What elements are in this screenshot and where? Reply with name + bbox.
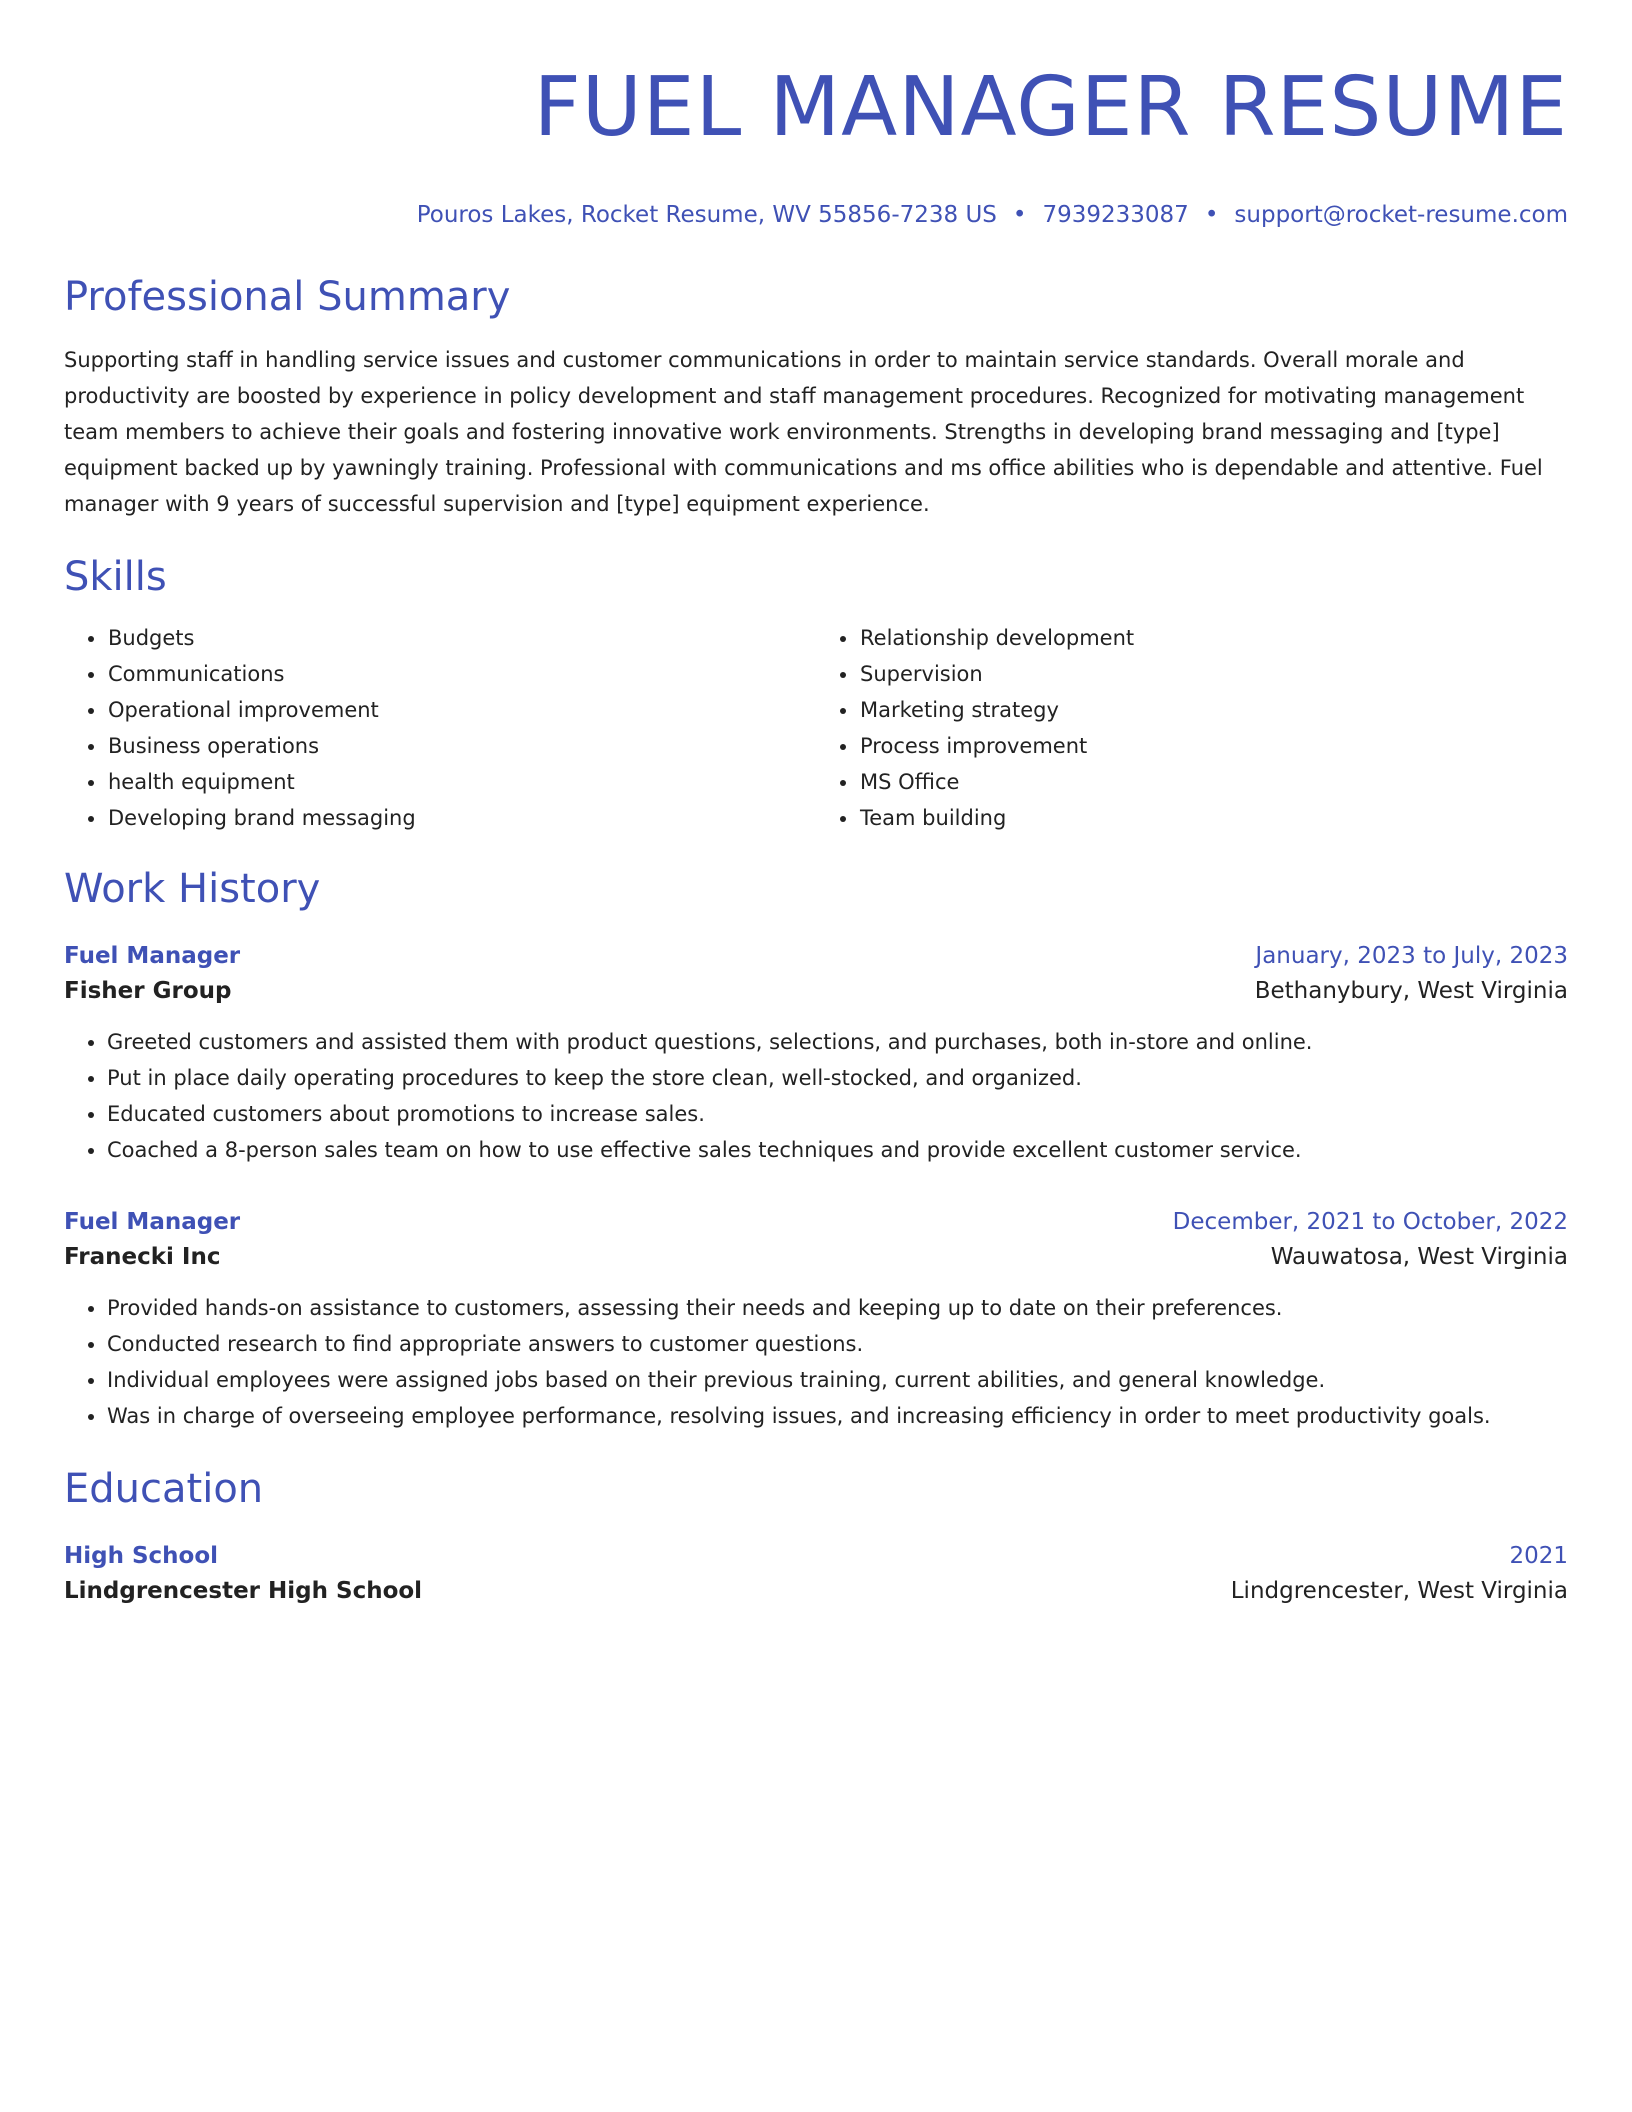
job-location: Bethanybury, West Virginia [1254, 978, 1568, 1004]
skill-item: • Process improvement [859, 728, 1568, 764]
job-title: Fuel Manager [64, 943, 241, 969]
education-year: 2021 [1509, 1543, 1568, 1569]
skill-item: • health equipment [107, 764, 816, 800]
job-dates: December, 2021 to October, 2022 [1172, 1209, 1568, 1235]
job-location: Wauwatosa, West Virginia [1270, 1244, 1568, 1270]
skill-item: • Budgets [107, 620, 816, 656]
job-bullet: • Coached a 8-person sales team on how to use effective sales techniques and provide excellent customer service. [107, 1132, 1568, 1168]
job-company: Franecki Inc [64, 1244, 221, 1270]
skill-item: • Marketing strategy [859, 692, 1568, 728]
skills-column-right [816, 620, 1568, 836]
job-bullet: • Provided hands-on assistance to customers, assessing their needs and keeping up to date on their preferences. [107, 1290, 1568, 1326]
resume-title: FUEL MANAGER RESUME [533, 60, 1568, 155]
skills-heading: Skills [64, 554, 167, 600]
job-bullet: • Greeted customers and assisted them with product questions, selections, and purchases, both in-store and online. [107, 1024, 1568, 1060]
work-history-heading: Work History [64, 866, 321, 912]
job-company-row [64, 972, 1568, 1010]
job-company: Fisher Group [64, 978, 232, 1004]
contact-separator: • [1012, 202, 1027, 228]
skill-item: • Team building [859, 800, 1568, 836]
education-location: Lindgrencester, West Virginia [1230, 1578, 1568, 1604]
summary-text: Supporting staff in handling service issues and customer communications in order to maintain service standards. Overall morale and productivity are boosted by experience in policy development and staff management procedures. Recognized for motivating management team members to achieve their goals and fostering innovative work environments. Strengths in developing brand messaging and [type] equipment backed up by yawningly training. Professional with communications and ms office abilities who is dependable and attentive. Fuel manager with 9 years of successful supervision and [type] equipment experience. [64, 348, 1543, 516]
job-bullet: • Individual employees were assigned jobs based on their previous training, current abilities, and general knowledge. [107, 1362, 1568, 1398]
contact-address: Pouros Lakes, Rocket Resume, WV 55856-7238 US [416, 202, 997, 228]
contact-email: support@rocket-resume.com [1234, 202, 1568, 228]
skill-item: • Operational improvement [107, 692, 816, 728]
skill-item: • Communications [107, 656, 816, 692]
job-entry [64, 940, 1568, 1168]
skill-item: • Supervision [859, 656, 1568, 692]
contact-separator: • [1204, 202, 1219, 228]
skill-item: • Relationship development [859, 620, 1568, 656]
job-company-row [64, 1238, 1568, 1276]
education-school: Lindgrencester High School [64, 1578, 423, 1604]
education-degree: High School [64, 1543, 219, 1569]
summary-heading: Professional Summary [64, 274, 511, 320]
education-header-row [64, 1540, 1568, 1572]
education-school-row [64, 1572, 1568, 1610]
job-bullets [64, 1290, 1568, 1434]
job-bullet: • Was in charge of overseeing employee performance, resolving issues, and increasing efficiency in order to meet productivity goals. [107, 1398, 1568, 1434]
job-header-row [64, 940, 1568, 972]
job-bullet: • Conducted research to find appropriate answers to customer questions. [107, 1326, 1568, 1362]
job-bullets [64, 1024, 1568, 1168]
skill-item: • MS Office [859, 764, 1568, 800]
skills-column-left [64, 620, 816, 836]
education-heading: Education [64, 1466, 264, 1512]
job-entry [64, 1206, 1568, 1434]
contact-phone: 7939233087 [1042, 202, 1189, 228]
skills-grid [64, 620, 1568, 836]
skill-item: • Developing brand messaging [107, 800, 816, 836]
job-dates: January, 2023 to July, 2023 [1255, 943, 1568, 969]
contact-line [64, 200, 1568, 230]
education-entry [64, 1540, 1568, 1610]
job-header-row [64, 1206, 1568, 1238]
skill-item: • Business operations [107, 728, 816, 764]
job-bullet: • Educated customers about promotions to increase sales. [107, 1096, 1568, 1132]
job-bullet: • Put in place daily operating procedures to keep the store clean, well-stocked, and organized. [107, 1060, 1568, 1096]
job-title: Fuel Manager [64, 1209, 241, 1235]
